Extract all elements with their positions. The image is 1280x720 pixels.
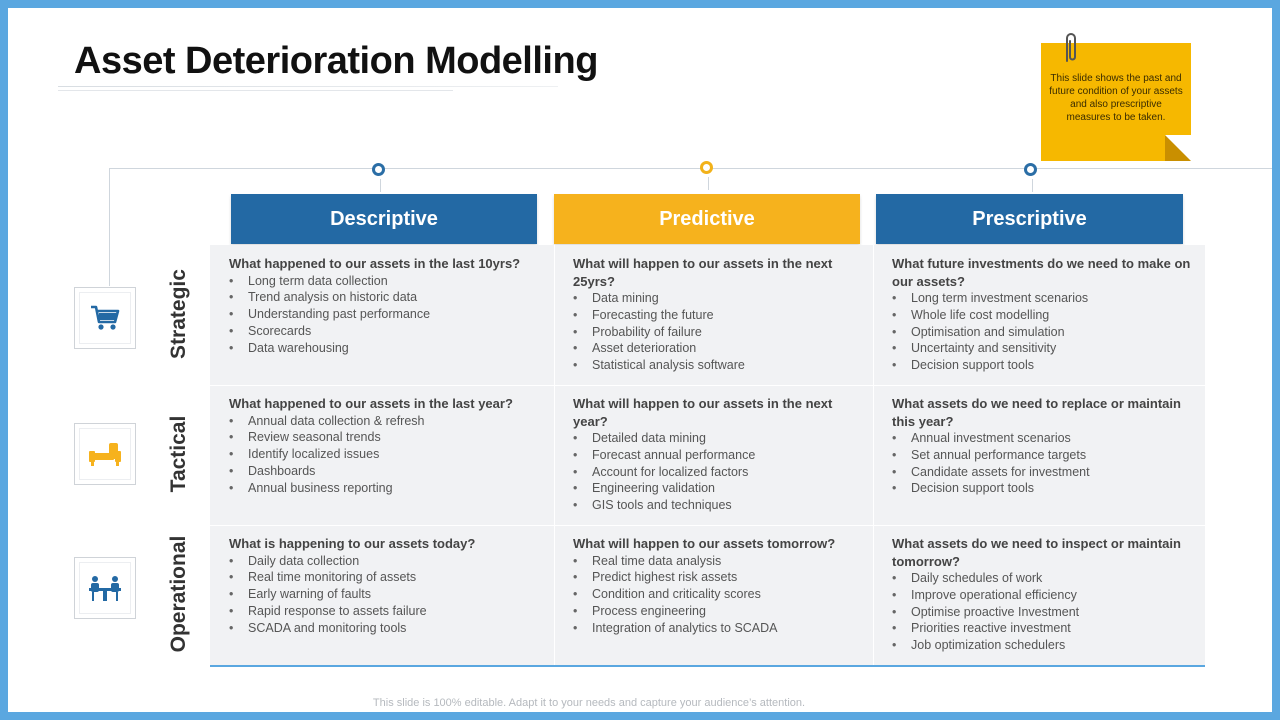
cell-question: What is happening to our assets today?	[229, 536, 476, 551]
slide-footer: This slide is 100% editable. Adapt it to your needs and capture your audience’s attention.	[372, 697, 806, 709]
column-header-descriptive	[231, 194, 537, 244]
sticky-note-text: This slide shows the past and future condition of your assets and also prescriptive measures to be taken.	[1049, 73, 1183, 123]
list-item: • Forecasting the future	[573, 307, 861, 324]
list-item: • Optimisation and simulation	[892, 324, 1193, 341]
list-item: • Forecast annual performance	[573, 447, 861, 464]
row-label-strategic: Strategic	[167, 269, 190, 359]
cell-operational-descriptive	[210, 525, 554, 665]
list-item: • Data warehousing	[229, 340, 542, 357]
list-item: • Whole life cost modelling	[892, 307, 1193, 324]
timeline-pin-prescriptive	[1024, 163, 1037, 176]
list-item: • Long term investment scenarios	[892, 290, 1193, 307]
list-item: • Optimise proactive Investment	[892, 604, 1193, 621]
cell-strategic-descriptive	[210, 245, 554, 385]
cell-question: What assets do we need to inspect or maintain tomorrow?	[892, 536, 1181, 569]
list-item: • Early warning of faults	[229, 586, 542, 603]
list-item: • Candidate assets for investment	[892, 464, 1193, 481]
cell-question: What assets do we need to replace or maintain this year?	[892, 396, 1181, 429]
list-item: • Decision support tools	[892, 480, 1193, 497]
bullet-list	[573, 553, 861, 637]
bullet-list	[573, 430, 861, 514]
bullet-list	[892, 430, 1193, 497]
list-item: • Daily data collection	[229, 553, 542, 570]
list-item: • Real time monitoring of assets	[229, 569, 542, 586]
list-item: • Asset deterioration	[573, 340, 861, 357]
list-item: • Predict highest risk assets	[573, 569, 861, 586]
cell-question: What will happen to our assets in the next 25yrs?	[573, 256, 833, 289]
cell-strategic-predictive	[554, 245, 873, 385]
list-item: • Identify localized issues	[229, 446, 542, 463]
cell-tactical-predictive	[554, 385, 873, 525]
list-item: • Account for localized factors	[573, 464, 861, 481]
list-item: • Annual data collection & refresh	[229, 413, 542, 430]
cell-question: What happened to our assets in the last 10yrs?	[229, 256, 521, 271]
column-header-label: Prescriptive	[972, 207, 1087, 230]
tactical-icon-box	[74, 423, 136, 485]
shopping-cart-icon	[90, 304, 120, 332]
row-label-tactical: Tactical	[167, 415, 190, 493]
cell-strategic-prescriptive	[873, 245, 1205, 385]
cell-question: What happened to our assets in the last year?	[229, 396, 513, 411]
list-item: • Probability of failure	[573, 324, 861, 341]
list-item: • Set annual performance targets	[892, 447, 1193, 464]
row-label-operational: Operational	[167, 535, 190, 653]
title-underline-secondary	[58, 90, 453, 91]
list-item: • Long term data collection	[229, 273, 542, 290]
list-item: • Review seasonal trends	[229, 429, 542, 446]
bullet-list	[229, 273, 542, 357]
timeline-connector	[109, 168, 110, 286]
list-item: • Uncertainty and sensitivity	[892, 340, 1193, 357]
list-item: • Real time data analysis	[573, 553, 861, 570]
cell-tactical-prescriptive	[873, 385, 1205, 525]
sticky-note-fold	[1165, 135, 1191, 161]
cell-question: What future investments do we need to make on our assets?	[892, 256, 1191, 289]
operational-icon-box	[74, 557, 136, 619]
list-item: • Dashboards	[229, 463, 542, 480]
timeline-pin-descriptive	[372, 163, 385, 176]
paperclip-icon	[1062, 31, 1080, 65]
bullet-list	[229, 553, 542, 637]
list-item: • Detailed data mining	[573, 430, 861, 447]
list-item: • Integration of analytics to SCADA	[573, 620, 861, 637]
list-item: • Scorecards	[229, 323, 542, 340]
list-item: • Daily schedules of work	[892, 570, 1193, 587]
bullet-list	[573, 290, 861, 374]
list-item: • Engineering validation	[573, 480, 861, 497]
slide	[8, 8, 1272, 712]
list-item: • Improve operational efficiency	[892, 587, 1193, 604]
column-header-label: Predictive	[659, 207, 755, 230]
cell-operational-predictive	[554, 525, 873, 665]
list-item: • Decision support tools	[892, 357, 1193, 374]
bullet-list	[892, 290, 1193, 374]
cell-operational-prescriptive	[873, 525, 1205, 665]
armchair-icon	[88, 441, 122, 467]
cell-question: What will happen to our assets tomorrow?	[573, 536, 836, 551]
cell-question: What will happen to our assets in the next year?	[573, 396, 833, 429]
list-item: • Rapid response to assets failure	[229, 603, 542, 620]
bullet-list	[892, 570, 1193, 654]
list-item: • Condition and criticality scores	[573, 586, 861, 603]
list-item: • Process engineering	[573, 603, 861, 620]
list-item: • Job optimization schedulers	[892, 637, 1193, 654]
list-item: • Trend analysis on historic data	[229, 289, 542, 306]
meeting-table-icon	[88, 574, 122, 602]
timeline-pin-predictive	[700, 161, 713, 174]
list-item: • Priorities reactive investment	[892, 620, 1193, 637]
title-underline	[58, 86, 558, 87]
list-item: • SCADA and monitoring tools	[229, 620, 542, 637]
column-header-prescriptive	[876, 194, 1183, 244]
bullet-list	[229, 413, 542, 497]
list-item: • GIS tools and techniques	[573, 497, 861, 514]
cell-tactical-descriptive	[210, 385, 554, 525]
list-item: • Understanding past performance	[229, 306, 542, 323]
list-item: • Annual business reporting	[229, 480, 542, 497]
slide-title: Asset Deterioration Modelling	[74, 40, 598, 82]
column-header-predictive	[554, 194, 860, 244]
list-item: • Data mining	[573, 290, 861, 307]
list-item: • Annual investment scenarios	[892, 430, 1193, 447]
column-header-label: Descriptive	[330, 207, 438, 230]
timeline-line	[110, 168, 1272, 169]
content-grid	[210, 245, 1205, 667]
strategic-icon-box	[74, 287, 136, 349]
list-item: • Statistical analysis software	[573, 357, 861, 374]
